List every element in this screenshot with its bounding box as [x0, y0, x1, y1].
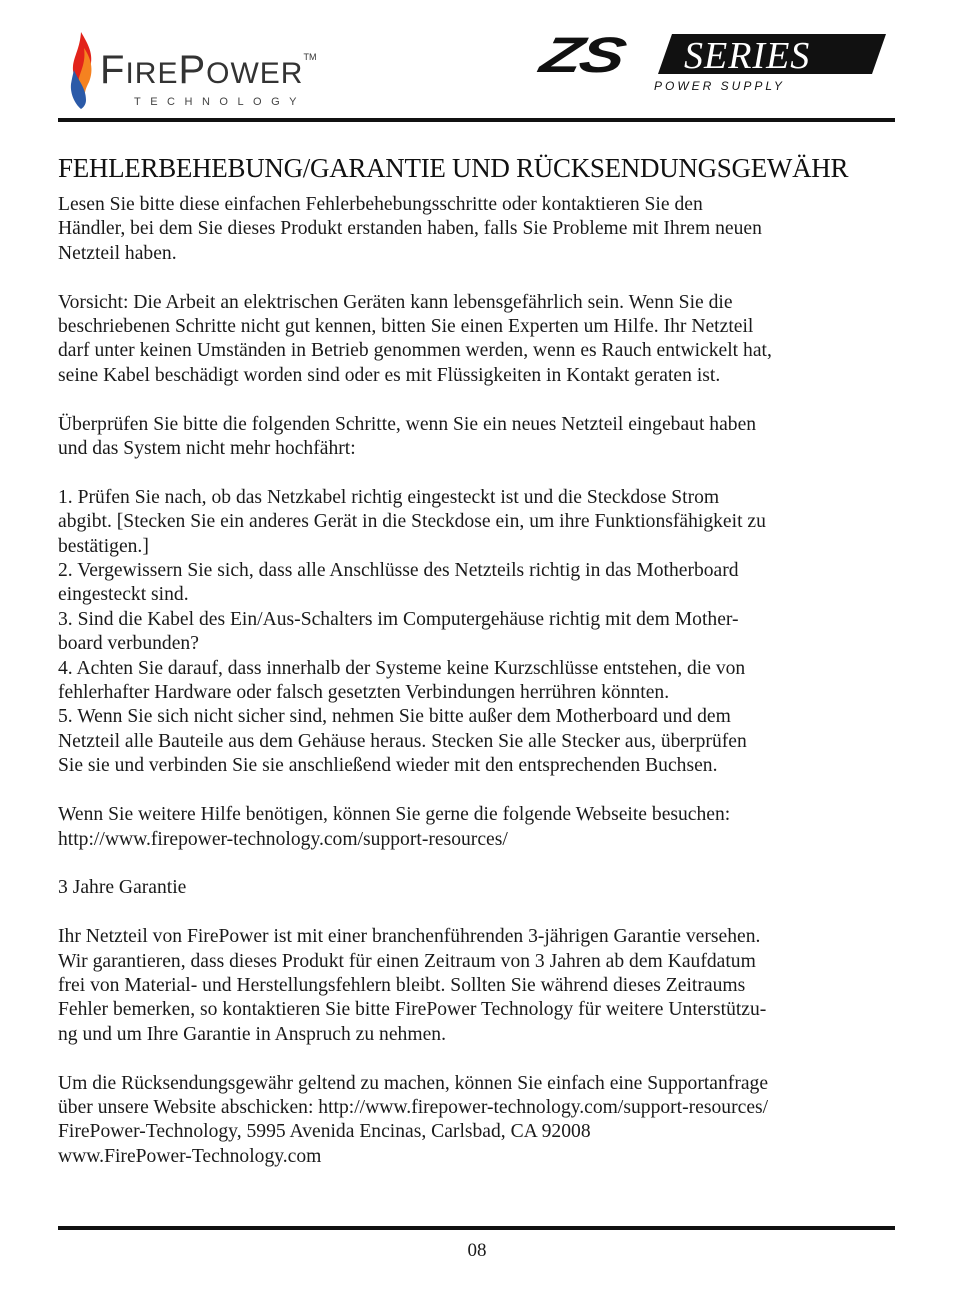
page-body [58, 193, 894, 1169]
brand-name: FIREPOWER™ [100, 48, 317, 92]
support-url: http://www.firepower-technology.com/support-resources/ [58, 828, 508, 850]
zs-wordmark: ZS [535, 27, 629, 83]
step-line: fehlerhafter Hardware oder falsch gesetzten Verbindungen herrühren könnten. [58, 682, 670, 704]
step-line: bestätigen.] [58, 535, 149, 557]
firepower-logo [58, 30, 348, 110]
text-line: Um die Rücksendungsgewähr geltend zu machen, können Sie einfach eine Supportanfrage [58, 1072, 769, 1094]
header-divider [58, 118, 895, 122]
text-line: seine Kabel beschädigt worden sind oder es mit Flüssigkeiten in Kontakt geraten ist. [58, 364, 721, 386]
power-supply-label: POWER SUPPLY [654, 79, 785, 93]
step-line: board verbunden? [58, 633, 199, 655]
text-line: Überprüfen Sie bitte die folgenden Schritte, wenn Sie ein neues Netzteil eingebaut haben [58, 413, 757, 435]
flame-icon [64, 30, 98, 110]
text-line: darf unter keinen Umständen in Betrieb genommen werden, wenn es Rauch entwickelt hat, [58, 340, 772, 362]
page-number: 08 [467, 1240, 487, 1261]
text-line: beschriebenen Schritte nicht gut kennen, bitten Sie einen Experten um Hilfe. Ihr Netzteil [58, 316, 754, 338]
text-line: und das System nicht mehr hochfährt: [58, 438, 356, 460]
step-line: eingesteckt sind. [58, 584, 189, 606]
page-title: FEHLERBEHEBUNG/GARANTIE UND RÜCKSENDUNGSGEWÄHR [58, 153, 849, 183]
step-line: 1. Prüfen Sie nach, ob das Netzkabel richtig eingesteckt ist und die Steckdose Strom [58, 486, 720, 508]
series-wordmark: SERIES [684, 35, 811, 77]
step-line: 3. Sind die Kabel des Ein/Aus-Schalters im Computergehäuse richtig mit dem Mother- [58, 608, 739, 630]
step-line: abgibt. [Stecken Sie ein anderes Gerät in die Steckdose ein, um ihre Funktionsfähigkeit zu [58, 511, 766, 533]
step-line: 4. Achten Sie darauf, dass innerhalb der Systeme keine Kurzschlüsse entstehen, die von [58, 657, 746, 679]
step-line: 2. Vergewissern Sie sich, dass alle Anschlüsse des Netzteils richtig in das Motherboard [58, 560, 739, 582]
step-line: 5. Wenn Sie sich nicht sicher sind, nehmen Sie bitte außer dem Motherboard und dem [58, 706, 731, 728]
trademark: TM [303, 52, 317, 62]
text-line: Fehler bemerken, so kontaktieren Sie bitte FirePower Technology für weitere Unterstützu- [58, 999, 767, 1021]
text-line: frei von Material- und Herstellungsfehlern bleibt. Sollten Sie während dieses Zeitraums [58, 974, 746, 996]
step-line: Netzteil alle Bauteile aus dem Gehäuse heraus. Stecken Sie alle Stecker aus, überprüfen [58, 730, 747, 752]
text-line: Vorsicht: Die Arbeit an elektrischen Geräten kann lebensgefährlich sein. Wenn Sie die [58, 291, 733, 313]
zs-series-logo [535, 27, 894, 102]
footer-divider [58, 1226, 895, 1230]
step-line: Sie sie und verbinden Sie sie anschließend wieder mit den entsprechenden Buchsen. [58, 755, 718, 777]
text-line: Ihr Netzteil von FirePower ist mit einer branchenführenden 3-jährigen Garantie versehen. [58, 926, 761, 948]
text-line: Wenn Sie weitere Hilfe benötigen, können Sie gerne die folgende Webseite besuchen: [58, 804, 731, 826]
warranty-heading: 3 Jahre Garantie [58, 877, 187, 899]
brand-subtitle: TECHNOLOGY [134, 96, 307, 108]
text-line: Netzteil haben. [58, 242, 177, 264]
company-website: www.FirePower-Technology.com [58, 1145, 322, 1167]
text-line: Händler, bei dem Sie dieses Produkt erstanden haben, falls Sie Probleme mit Ihrem neuen [58, 218, 762, 240]
text-line: über unsere Website abschicken: http://www.firepower-technology.com/support-resources/ [58, 1096, 769, 1118]
text-line: Lesen Sie bitte diese einfachen Fehlerbehebungsschritte oder kontaktieren Sie den [58, 194, 703, 215]
page-header [58, 22, 894, 122]
text-line: Wir garantieren, dass dieses Produkt für einen Zeitraum von 3 Jahren ab dem Kaufdatum [58, 950, 756, 972]
text-line: ng und um Ihre Garantie in Anspruch zu nehmen. [58, 1023, 446, 1045]
company-address: FirePower-Technology, 5995 Avenida Encinas, Carlsbad, CA 92008 [58, 1121, 591, 1143]
